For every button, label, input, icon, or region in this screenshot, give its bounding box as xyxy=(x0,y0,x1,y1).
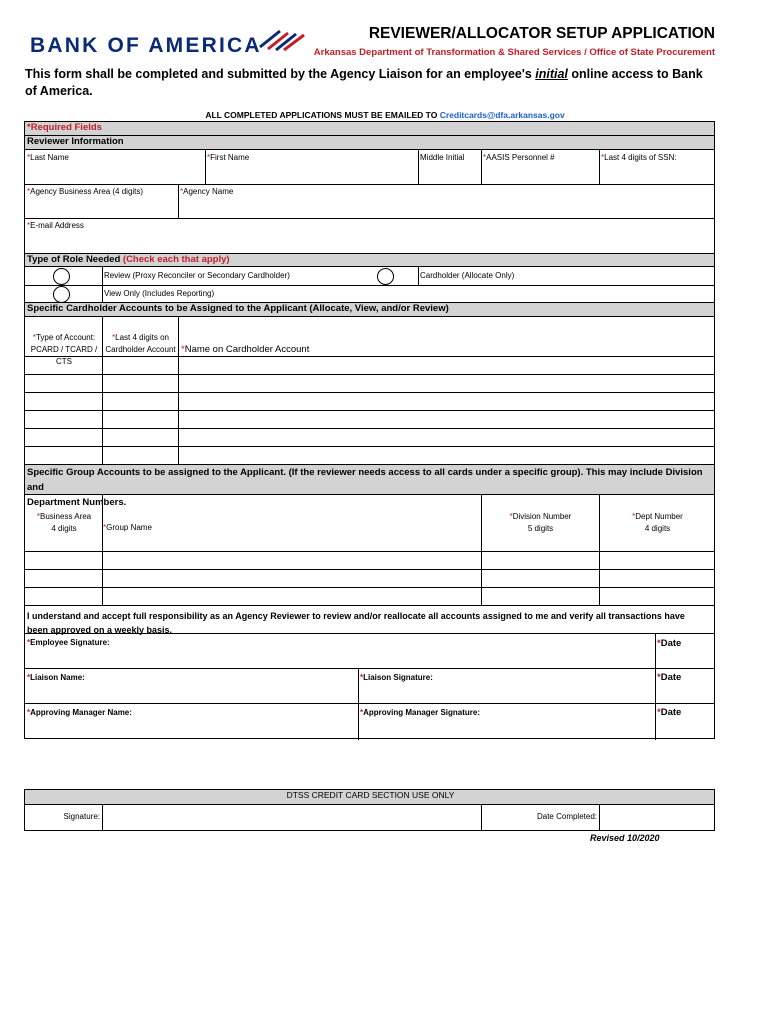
application-form xyxy=(24,121,715,739)
review-role-checkbox[interactable] xyxy=(53,268,70,285)
cardholder-role-label: Cardholder (Allocate Only) xyxy=(420,271,515,280)
employee-date-label: *Date xyxy=(657,638,682,649)
manager-name-label: *Approving Manager Name: xyxy=(27,708,132,717)
agency-name-label: *Agency Name xyxy=(180,187,234,196)
reviewer-section-header: Reviewer Information xyxy=(25,136,714,150)
dtss-section-header: DTSS CREDIT CARD SECTION USE ONLY xyxy=(25,790,714,805)
employee-signature-label: *Employee Signature: xyxy=(27,638,110,647)
dtss-section xyxy=(24,789,715,831)
liaison-date-label: *Date xyxy=(657,672,682,683)
business-area-label: *Agency Business Area (4 digits) xyxy=(27,187,144,196)
role-section-header: Type of Role Needed (Check each that apply) xyxy=(25,253,714,267)
group-name-label: *Group Name xyxy=(103,523,152,532)
email-link[interactable]: Creditcards@dfa.arkansas.gov xyxy=(439,110,565,120)
last4-account-label: *Last 4 digits on Cardholder Account xyxy=(105,333,176,354)
view-only-label: View Only (Includes Reporting) xyxy=(104,289,215,298)
email-instruction: ALL COMPLETED APPLICATIONS MUST BE EMAILED TO Creditcards@dfa.arkansas.gov xyxy=(205,110,565,120)
group-section-header: Specific Group Accounts to be assigned to the Applicant. (If the reviewer needs access to all cards under a specific group). This may include Division and Department Numbers. xyxy=(25,464,714,495)
cardholder-role-checkbox[interactable] xyxy=(377,268,394,285)
aasis-label: *AASIS Personnel # xyxy=(483,153,555,162)
page-title: REVIEWER/ALLOCATOR SETUP APPLICATION xyxy=(368,25,715,42)
email-address-label: *E-mail Address xyxy=(27,221,84,230)
middle-initial-label: Middle Initial xyxy=(420,153,465,162)
first-name-label: *First Name xyxy=(207,153,250,162)
ssn-label: *Last 4 digits of SSN: xyxy=(601,153,677,162)
bank-logo-text: BANK OF AMERICA xyxy=(30,34,262,57)
group-business-area-label: *Business Area 4 digits xyxy=(36,512,92,533)
manager-signature-label: *Approving Manager Signature: xyxy=(360,708,481,717)
view-only-checkbox[interactable] xyxy=(53,286,70,303)
manager-date-label: *Date xyxy=(657,707,682,718)
page-subtitle: Arkansas Department of Transformation & Shared Services / Office of State Procurement xyxy=(313,47,715,58)
flag-stripes-icon xyxy=(258,27,310,51)
liaison-name-label: *Liaison Name: xyxy=(27,673,85,682)
last-name-label: *Last Name xyxy=(27,153,69,162)
cardholder-name-label: *Name on Cardholder Account xyxy=(181,344,310,355)
required-fields-bar: *Required Fields xyxy=(25,122,714,136)
revision-date: Revised 10/2020 xyxy=(590,833,660,843)
cardholder-section-header: Specific Cardholder Accounts to be Assigned to the Applicant (Allocate, View, and/or Review) xyxy=(25,302,714,317)
date-completed-label: Date Completed: xyxy=(536,812,597,821)
division-number-label: *Division Number 5 digits xyxy=(509,512,572,533)
agreement-text: I understand and accept full responsibility as an Agency Reviewer to review and/or reallocate all accounts assigned to me and verify all transactions have been approved on a weekly basis. xyxy=(27,611,685,635)
account-type-label: *Type of Account: PCARD / TCARD / CTS xyxy=(30,333,98,366)
intro-text: This form shall be completed and submitted by the Agency Liaison for an employee's initial online access to Bank of America. xyxy=(25,67,703,98)
dtss-signature-label: Signature: xyxy=(63,812,100,821)
liaison-signature-label: *Liaison Signature: xyxy=(360,673,433,682)
review-role-label: Review (Proxy Reconciler or Secondary Cardholder) xyxy=(104,271,290,280)
dept-number-label: *Dept Number 4 digits xyxy=(632,512,683,533)
